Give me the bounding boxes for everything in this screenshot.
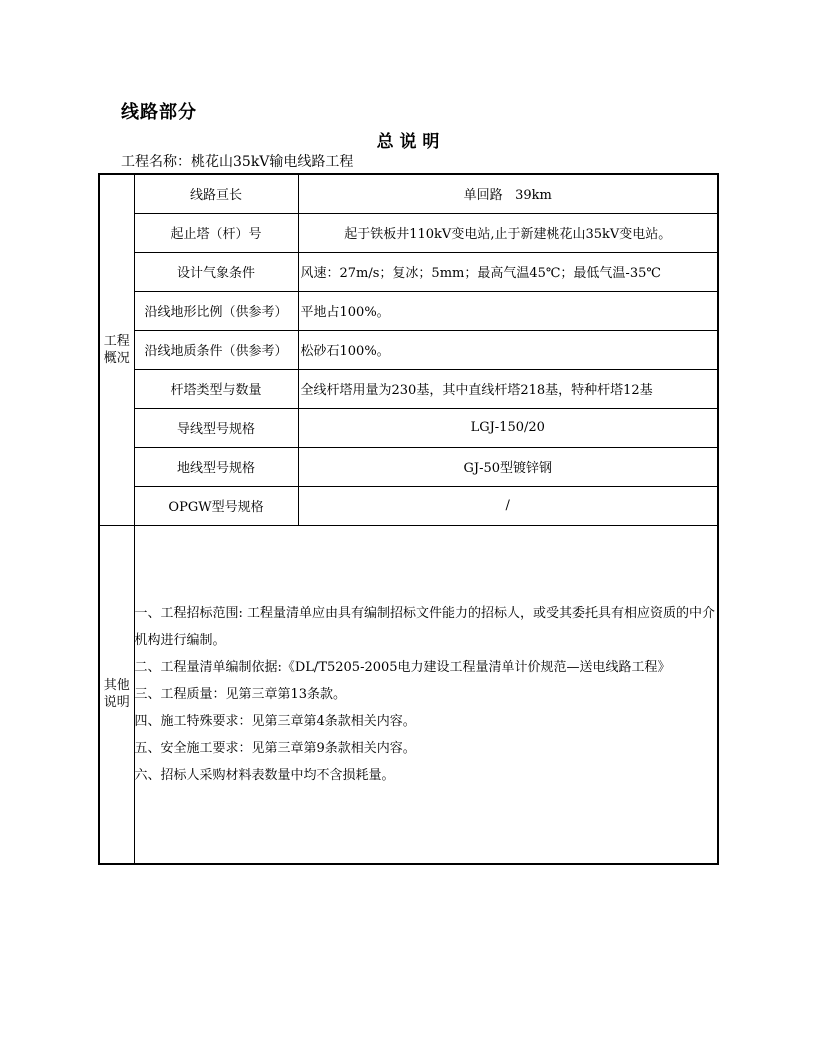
project-name: 工程名称：桃花山35kV输电线路工程 (121, 154, 354, 170)
table-row (99, 252, 718, 291)
row-label: 导线型号规格 (134, 408, 298, 447)
row-value: LGJ-150/20 (298, 408, 718, 447)
table-row (99, 213, 718, 252)
document-title: 总 说 明 (376, 132, 440, 152)
group-label-other (99, 525, 134, 864)
row-label: 杆塔类型与数量 (134, 369, 298, 408)
row-label: 设计气象条件 (134, 252, 298, 291)
table-row (99, 174, 718, 213)
row-value: GJ-50型镀锌钢 (298, 447, 718, 486)
table-row (99, 369, 718, 408)
group-label-overview-line1: 工程 (103, 333, 130, 349)
group-label-overview-line2: 概况 (103, 350, 130, 366)
note-item: 五、安全施工要求：见第三章第9条款相关内容。 (134, 740, 416, 756)
table-row (99, 447, 718, 486)
row-value: 松砂石100%。 (298, 330, 718, 369)
row-value: 平地占100%。 (298, 291, 718, 330)
row-label: 起止塔（杆）号 (134, 213, 298, 252)
table-row (99, 291, 718, 330)
note-item: 一、工程招标范围: 工程量清单应由具有编制招标文件能力的招标人，或受其委托具有相应资质的中介机构进行编制。 (134, 605, 716, 648)
row-value: 单回路 39km (298, 174, 718, 213)
group-label-other-line2: 说明 (103, 695, 130, 710)
row-label: 沿线地形比例（供参考） (134, 291, 298, 330)
note-item: 六、招标人采购材料表数量中均不含损耗量。 (134, 767, 395, 783)
group-label-other-line1: 其他 (103, 678, 130, 693)
row-label: OPGW型号规格 (134, 486, 298, 525)
notes-cell (134, 525, 718, 864)
row-value: 全线杆塔用量为230基，其中直线杆塔218基，特种杆塔12基 (298, 369, 718, 408)
note-item: 三、工程质量：见第三章第13条款。 (134, 686, 347, 702)
section-title: 线路部分 (121, 102, 197, 123)
row-value: 风速：27m/s；复冰；5mm；最高气温45℃；最低气温-35℃ (298, 252, 718, 291)
table-row-notes (99, 525, 718, 864)
note-item: 二、工程量清单编制依据:《DL/T5205-2005电力建设工程量清单计价规范—送电线路工程》 (134, 659, 671, 675)
row-label: 沿线地质条件（供参考） (134, 330, 298, 369)
row-value: 起于铁板井110kV变电站,止于新建桃花山35kV变电站。 (298, 213, 718, 252)
row-value: / (298, 486, 718, 525)
summary-table (98, 173, 719, 865)
row-label: 线路亘长 (134, 174, 298, 213)
table-row (99, 486, 718, 525)
group-label-overview (99, 174, 134, 525)
table-row (99, 408, 718, 447)
table-row (99, 330, 718, 369)
note-item: 四、施工特殊要求：见第三章第4条款相关内容。 (134, 713, 416, 729)
row-label: 地线型号规格 (134, 447, 298, 486)
